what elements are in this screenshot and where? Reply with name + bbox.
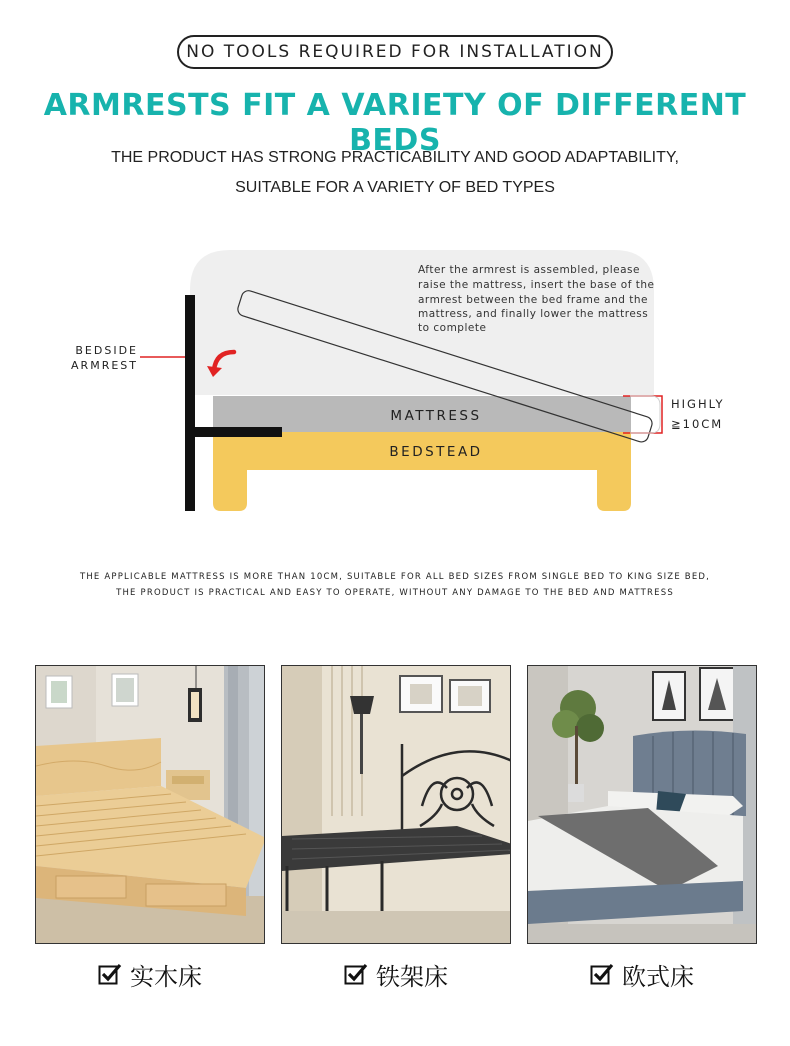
bed-type-label: 铁架床 <box>376 962 448 991</box>
subheadline-line-1: THE PRODUCT HAS STRONG PRACTICABILITY AND GOOD ADAPTABILITY, <box>111 149 679 166</box>
subheadline-line-2: SUITABLE FOR A VARIETY OF BED TYPES <box>235 179 555 196</box>
solid-wood-bed-photo <box>35 665 265 944</box>
bedstead-label: BEDSTEAD <box>389 444 483 460</box>
iron-frame-bed-photo <box>281 665 511 944</box>
bed-type-caption <box>35 958 265 990</box>
instruction-line: to complete <box>418 322 487 334</box>
installation-banner-text: NO TOOLS REQUIRED FOR INSTALLATION <box>186 42 604 62</box>
bed-type-caption <box>281 958 511 990</box>
european-style-bed-photo <box>527 665 757 944</box>
bed-type-caption <box>527 958 757 990</box>
note-line-2: THE PRODUCT IS PRACTICAL AND EASY TO OPERATE, WITHOUT ANY DAMAGE TO THE BED AND MATTRESS <box>116 588 674 598</box>
armrest-label-line-1: BEDSIDE <box>75 344 138 357</box>
bed-type-label: 欧式床 <box>622 962 694 991</box>
instruction-line: raise the mattress, insert the base of the <box>418 279 655 291</box>
note-line-1: THE APPLICABLE MATTRESS IS MORE THAN 10CM, SUITABLE FOR ALL BED SIZES FROM SINGLE BED TO KING SIZE BED, <box>79 572 711 582</box>
checkbox-checked-icon <box>344 962 368 986</box>
installation-banner <box>177 35 613 69</box>
armrest-label-line-2: ARMREST <box>71 359 138 372</box>
instruction-line: armrest between the bed frame and the <box>418 294 649 306</box>
height-label-line-2: ≧10CM <box>671 417 724 431</box>
checkbox-checked-icon <box>590 962 614 986</box>
instruction-line: mattress, and finally lower the mattress <box>418 308 649 320</box>
instruction-line: After the armrest is assembled, please <box>418 264 640 276</box>
bed-type-label: 实木床 <box>130 962 202 991</box>
height-label-line-1: HIGHLY <box>671 397 725 411</box>
checkbox-checked-icon <box>98 962 122 986</box>
installation-diagram <box>0 240 790 530</box>
headline: ARMRESTS FIT A VARIETY OF DIFFERENT BEDS <box>43 88 747 158</box>
mattress-label: MATTRESS <box>390 408 482 424</box>
